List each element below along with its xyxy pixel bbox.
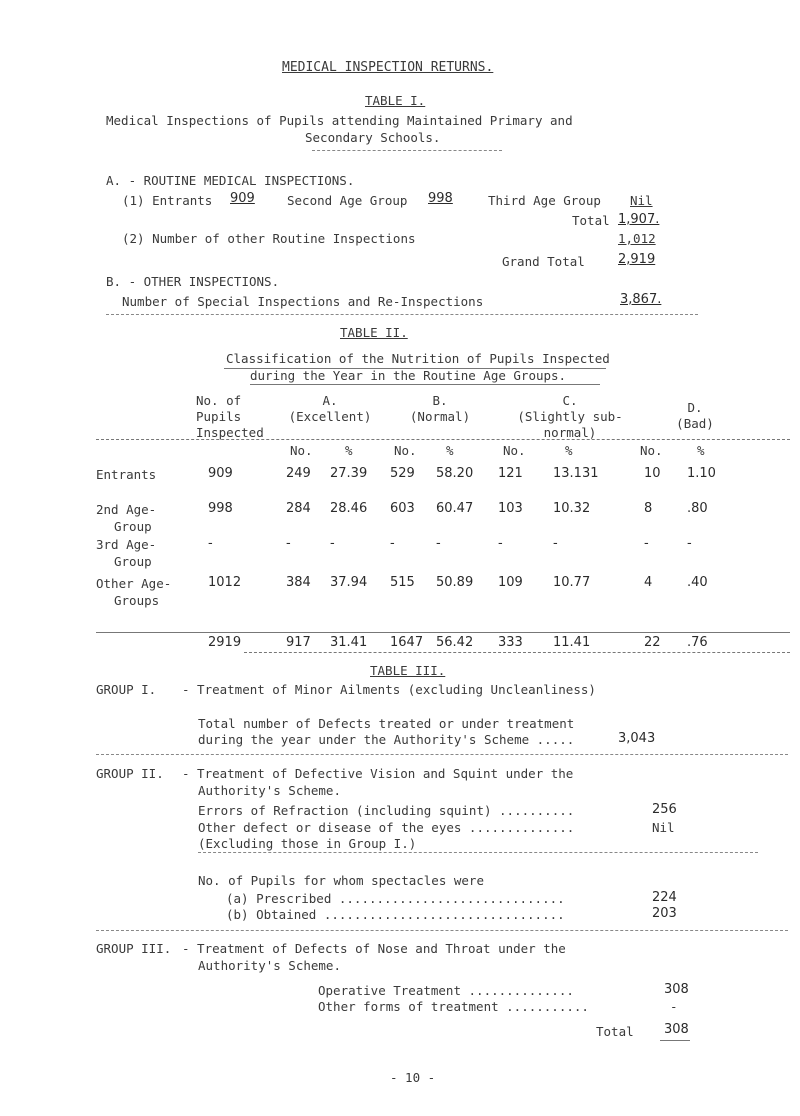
total-d_pct: .76: [687, 635, 708, 650]
prescribed-label: (a) Prescribed ..............................: [226, 891, 565, 906]
special-inspections-value: 3,867.: [620, 292, 662, 307]
cell-d_no: 10: [644, 466, 661, 481]
group1-label: GROUP I.: [96, 682, 157, 697]
cell-c_no: 109: [498, 575, 523, 590]
cell-d_pct: .80: [687, 501, 708, 516]
total-d_no: 22: [644, 635, 661, 650]
subheader-0: No.: [290, 443, 313, 458]
cell-c_no: 103: [498, 501, 523, 516]
cell-b_no: 529: [390, 466, 415, 481]
cell-pupils: -: [208, 536, 213, 551]
cell-a_no: 249: [286, 466, 311, 481]
col-header-c: C. (Slightly sub- normal): [517, 393, 623, 440]
entrants-label: (1) Entrants: [122, 193, 213, 208]
total-b_no: 1647: [390, 635, 424, 650]
row-label-cont: Group: [114, 519, 152, 534]
cell-d_no: 8: [644, 501, 653, 516]
section-b-heading: B. - OTHER INSPECTIONS.: [106, 274, 280, 289]
row-label-cont: Group: [114, 554, 152, 569]
col-header-a: A. (Excellent): [288, 393, 372, 424]
group3-total-value: 308: [664, 1022, 689, 1037]
operative-label: Operative Treatment ..............: [318, 983, 574, 998]
subheader-1: %: [345, 443, 353, 458]
section-a-heading: A. - ROUTINE MEDICAL INSPECTIONS.: [106, 173, 355, 188]
other-treatment-value: -: [670, 999, 678, 1014]
total-label: Total: [572, 213, 610, 228]
cell-a_no: -: [286, 536, 291, 551]
obtained-label: (b) Obtained ................................: [226, 907, 565, 922]
group2-text: - Treatment of Defective Vision and Squint under the: [182, 766, 574, 781]
cell-pupils: 1012: [208, 575, 242, 590]
row-label: Entrants: [96, 467, 157, 482]
grand-total-value: 2,919: [618, 252, 656, 267]
table2-caption-line1: Classification of the Nutrition of Pupils Inspected: [226, 351, 610, 366]
cell-d_no: 4: [644, 575, 653, 590]
cell-d_pct: .40: [687, 575, 708, 590]
group3-text: - Treatment of Defects of Nose and Throat under the: [182, 941, 566, 956]
cell-c_pct: 10.77: [553, 575, 591, 590]
group1-line3: during the year under the Authority's Scheme .....: [198, 732, 575, 747]
entrants-value: 909: [230, 191, 255, 206]
table1-caption-line2: Secondary Schools.: [305, 130, 441, 145]
group3-line2: Authority's Scheme.: [198, 958, 341, 973]
cell-d_pct: 1.10: [687, 466, 716, 481]
table2-caption-line2: during the Year in the Routine Age Groups.: [250, 368, 567, 383]
cell-c_pct: 10.32: [553, 501, 591, 516]
page-heading: MEDICAL INSPECTION RETURNS.: [282, 60, 494, 75]
operative-value: 308: [664, 982, 689, 997]
second-age-label: Second Age Group: [287, 193, 408, 208]
col-header-d: D. (Bad): [676, 400, 714, 431]
group2-line2: Authority's Scheme.: [198, 783, 341, 798]
cell-c_pct: -: [553, 536, 558, 551]
obtained-value: 203: [652, 906, 677, 921]
cell-a_pct: 28.46: [330, 501, 368, 516]
other-eye-label: Other defect or disease of the eyes ..............: [198, 820, 575, 835]
spectacles-heading: No. of Pupils for whom spectacles were: [198, 873, 484, 888]
special-inspections-label: Number of Special Inspections and Re-Inspections: [122, 294, 484, 309]
grand-total-label: Grand Total: [502, 254, 585, 269]
cell-a_pct: 37.94: [330, 575, 368, 590]
total-pupils: 2919: [208, 635, 242, 650]
cell-a_no: 284: [286, 501, 311, 516]
col-header-pupils: No. of Pupils Inspected: [196, 393, 264, 440]
total-b_pct: 56.42: [436, 635, 474, 650]
total-a_pct: 31.41: [330, 635, 368, 650]
third-age-label: Third Age Group: [488, 193, 601, 208]
table1-caption-line1: Medical Inspections of Pupils attending Maintained Primary and: [106, 113, 573, 128]
subheader-4: No.: [503, 443, 526, 458]
total-c_no: 333: [498, 635, 523, 650]
page-number: - 10 -: [390, 1070, 436, 1085]
col-header-b: B. (Normal): [409, 393, 471, 424]
subheader-6: No.: [640, 443, 663, 458]
total-a_no: 917: [286, 635, 311, 650]
cell-c_pct: 13.131: [553, 466, 599, 481]
total-c_pct: 11.41: [553, 635, 591, 650]
other-eye-value: Nil: [652, 820, 675, 835]
subheader-7: %: [697, 443, 705, 458]
cell-c_no: -: [498, 536, 503, 551]
cell-a_no: 384: [286, 575, 311, 590]
cell-pupils: 998: [208, 501, 233, 516]
second-age-value: 998: [428, 191, 453, 206]
cell-b_pct: 58.20: [436, 466, 474, 481]
subheader-3: %: [446, 443, 454, 458]
cell-b_no: 515: [390, 575, 415, 590]
refraction-value: 256: [652, 802, 677, 817]
table2-title: TABLE II.: [340, 325, 408, 340]
cell-b_pct: 50.89: [436, 575, 474, 590]
group1-line2: Total number of Defects treated or under treatment: [198, 716, 575, 731]
group1-text: - Treatment of Minor Ailments (excluding Uncleanliness): [182, 682, 596, 697]
cell-c_no: 121: [498, 466, 523, 481]
cell-b_pct: -: [436, 536, 441, 551]
prescribed-value: 224: [652, 890, 677, 905]
third-age-value: Nil: [630, 193, 653, 208]
cell-b_no: -: [390, 536, 395, 551]
other-eye-note: (Excluding those in Group I.): [198, 836, 417, 851]
table3-title: TABLE III.: [370, 663, 446, 678]
other-routine-value: 1,012: [618, 231, 656, 246]
cell-d_pct: -: [687, 536, 692, 551]
subheader-5: %: [565, 443, 573, 458]
row-label-cont: Groups: [114, 593, 160, 608]
total-value: 1,907.: [618, 212, 660, 227]
group1-value: 3,043: [618, 731, 656, 746]
refraction-label: Errors of Refraction (including squint) ..........: [198, 803, 575, 818]
other-routine-label: (2) Number of other Routine Inspections: [122, 231, 416, 246]
cell-b_pct: 60.47: [436, 501, 474, 516]
cell-a_pct: -: [330, 536, 335, 551]
group3-label: GROUP III.: [96, 941, 172, 956]
cell-d_no: -: [644, 536, 649, 551]
cell-a_pct: 27.39: [330, 466, 368, 481]
row-label: Other Age-: [96, 576, 172, 591]
other-treatment-label: Other forms of treatment ...........: [318, 999, 589, 1014]
cell-b_no: 603: [390, 501, 415, 516]
row-label: 2nd Age-: [96, 502, 157, 517]
group3-total-label: Total: [596, 1024, 634, 1039]
cell-pupils: 909: [208, 466, 233, 481]
row-label: 3rd Age-: [96, 537, 157, 552]
table1-title: TABLE I.: [365, 93, 426, 108]
group2-label: GROUP II.: [96, 766, 164, 781]
subheader-2: No.: [394, 443, 417, 458]
